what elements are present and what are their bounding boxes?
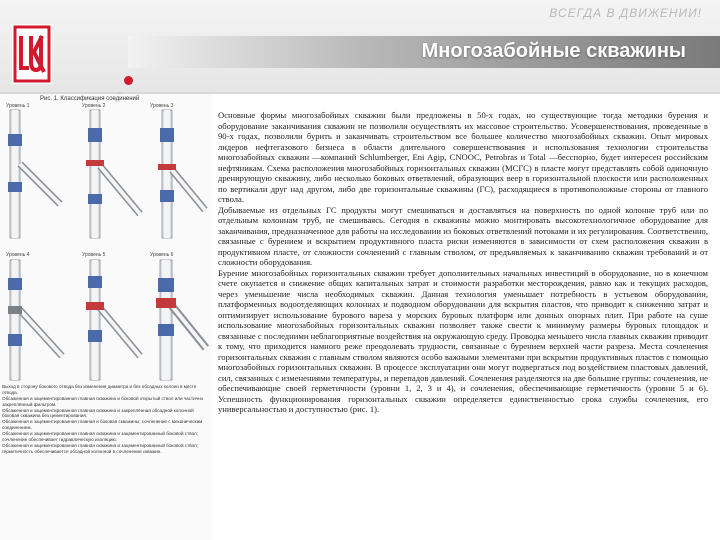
figure-legend	[2, 384, 208, 455]
legend-item: Обсаженная и зацементированная главная скважина и закреплённая обсадной колонной боковая скважина без цементирования.	[2, 407, 194, 419]
junction-level-3	[158, 110, 205, 238]
legend-item: Обсаженная и зацементированная главная скважина и боковой открытый ствол или частично закреплённый фильтром.	[2, 395, 204, 407]
slogan: ВСЕГДА В ДВИЖЕНИИ!	[549, 6, 702, 20]
company-logo	[12, 24, 52, 84]
junction-level-1	[8, 110, 60, 238]
legend-item: Обсаженная и зацементированная главная и боковая скважины; сочленение с механическим соединением.	[2, 419, 203, 431]
legend-item: Выход в сторону бокового отвода без изменения диаметра и без обсадных колонн в месте отвода.	[2, 384, 197, 395]
junction-level-6	[156, 260, 206, 380]
paragraph: Добываемые из отдельных ГС продукты могут смешиваться и доставляться на поверхность по одной колонне труб или по отдельным колоннам труб, не смешиваясь. Сегодня в скважины можно монтировать высокотехнологичное оборудование для заканчивания, предназначенное для работы на исследовании из боковых ответвлений потоками и их регулирования. Соответственно, связанные с бурением и вскрытием продуктивного пласта риски изменяются в зависимости от схем расположения скважин в продуктивном пласте, от сложности сочленений с главным стволом, от предъявляемых к заканчиванию скважин требований и от сложности оборудования.	[218, 204, 708, 267]
level-label: Уровень 5	[82, 252, 106, 258]
junction-level-4	[8, 260, 62, 380]
level-label: Уровень 4	[6, 252, 30, 258]
well-junction-diagrams	[0, 94, 212, 384]
title-bar	[128, 36, 720, 68]
legend-item: Обсаженная и зацементированная главная скважина и зацементированный боковой ствол; герметичность обеспечивается обсадной колонной в сочленении скважин.	[2, 442, 199, 454]
paragraph: Бурение многозабойных горизонтальных скважин требует дополнительных начальных инвестиций в оборудование, но в конечном счете окупается и снижение общих капитальных затрат и стоимости разработки месторождения, равно как и текущих расходов, через уменьшение числа необходимых скважин. Данная технология уменьшает потребность в устьевом оборудовании, платформенных водоотделяющих колоннах и подводном оборудовании для вскрытия пластов, что приводит к снижению затрат и оптимизирует использование бурового вареза у морских буровых платформ или донных опорных плит. При работе на суше использование многозабойных горизонтальных скважин позволяет также свести к минимуму размеры буровых площадок и связанные с последними неблагоприятные воздействия на окружающую среду. Проводка меньшего числа главных скважин приводит к тому, что приходится намного реже преодолевать трудности, связанные с бурением верхней части разреза. Места сочленения горизонтальных скважин с главным стволом являются особо важными элементами при вскрытии продуктивных пластов с помощью многозабойных горизонтальных скважин. В процессе эксплуатации они могут подвергаться под воздействием пластовых давлений, сил, связанных с изменениями температуры, и перепадов давлений. Сочленения разделяются на две большие группы: сочленения, не обеспечивающие своей герметичности (уровни 1, 2, 3 и 4), и сочленения, обеспечивающие герметичность (уровни 5 и 6). Успешность функционирования горизонтальных скважин определяется единственностью срока службы сочленения, его универсальностью и доступностью (рис. 1).	[218, 267, 708, 414]
legend-item: Обсаженная и зацементированная главная скважина и зацементированный боковой ствол; сочленение обеспечивает гидравлическую изоляцию.	[2, 431, 199, 442]
page-title: Многозабойные скважины	[421, 40, 686, 62]
accent-dot	[124, 76, 133, 85]
junction-level-2	[86, 110, 140, 238]
junction-level-5	[86, 260, 140, 380]
paragraph: Основные формы многозабойных скважин были предложены в 50-х годах, но существующие тогда методики бурения и оборудование заканчивания скважин не позволили осуществлять их массовое строительство. Усовершенствования, проведенные в 90-х годах, позволили бурить и заканчивать строительством все большее количество многозабойных скважин. Опыт мировых лидеров нефтегазового бизнеса в области длительного совершенствования и использования технологии строительства многозабойных скважин —компаний Schlumberger, Eni Agip, CNOOC, Petrobras и Total —бесспорно, будет интересен российским нефтяникам. Схема расположения многозабойных горизонтальных скважин (МСГС) в пласте могут представлять собой одиночную дренирующую скважину, либо несколько боковых ответвлений, образующих веер в горизонтальной плоскости или расположенных по вертикали друг над другом, либо две горизонтальные скважины (ГС), расходящиеся в противоположные стороны от главного ствола.	[218, 110, 708, 204]
level-label: Уровень 3	[150, 103, 174, 109]
level-label: Уровень 6	[150, 252, 174, 258]
article-text	[218, 110, 708, 526]
level-label: Уровень 1	[6, 103, 30, 109]
level-label: Уровень 2	[82, 103, 106, 109]
figure-caption: Рис. 1. Классификация соединений	[40, 96, 140, 102]
classification-figure	[0, 94, 212, 540]
